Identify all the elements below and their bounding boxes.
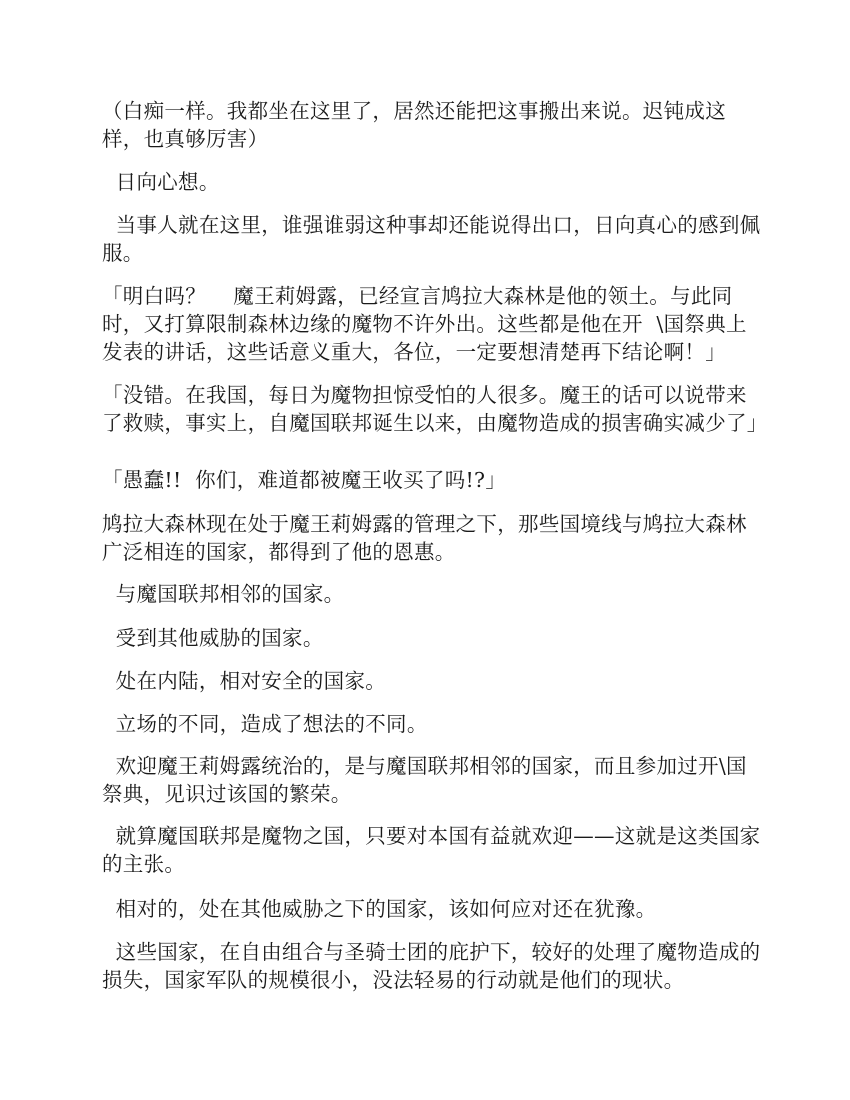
paragraph-1: （白痴一样。我都坐在这里了，居然还能把这事搬出来说。迟钝成这样，也真够厉害） (102, 99, 726, 151)
paragraph-13: 就算魔国联邦是魔物之国，只要对本国有益就欢迎——这就是这类国家的主张。 (102, 824, 761, 876)
paragraph-14: 相对的，处在其他威胁之下的国家，该如何应对还在犹豫。 (102, 897, 657, 921)
paragraph-5: 「没错。在我国，每日为魔物担惊受怕的人很多。魔王的话可以说带来了救赎，事实上，自魔国联邦诞生以来，由魔物造成的损害确实减少了」 (102, 383, 768, 435)
paragraph-4: 「明白吗？ 魔王莉姆露，已经宣言鸠拉大森林是他的领土。与此同时，又打算限制森林边缘的魔物不许外出。这些都是他在开 \国祭典上发表的讲话，这些话意义重大，各位，一定要想清楚再下结论啊！」 (102, 284, 747, 364)
paragraph-15: 这些国家，在自由组合与圣骑士团的庇护下，较好的处理了魔物造成的损失，国家军队的规模很小，没法轻易的行动就是他们的现状。 (102, 940, 761, 992)
paragraph-3: 当事人就在这里，谁强谁弱这种事却还能说得出口，日向真心的感到佩服。 (102, 213, 761, 265)
paragraph-10: 处在内陆，相对安全的国家。 (102, 669, 387, 693)
paragraph-8: 与魔国联邦相邻的国家。 (102, 582, 345, 606)
paragraph-2: 日向心想。 (102, 170, 220, 194)
paragraph-6: 「愚蠢!! 你们，难道都被魔王收买了吗!?」 (102, 468, 507, 492)
paragraph-12: 欢迎魔王莉姆露统治的，是与魔国联邦相邻的国家，而且参加过开\国祭典，见识过该国的繁荣。 (102, 754, 747, 806)
paragraph-9: 受到其他威胁的国家。 (102, 626, 324, 650)
paragraph-7: 鸠拉大森林现在处于魔王莉姆露的管理之下，那些国境线与鸠拉大森林广泛相连的国家，都得到了他的恩惠。 (102, 512, 747, 564)
paragraph-11: 立场的不同，造成了想法的不同。 (102, 712, 428, 736)
